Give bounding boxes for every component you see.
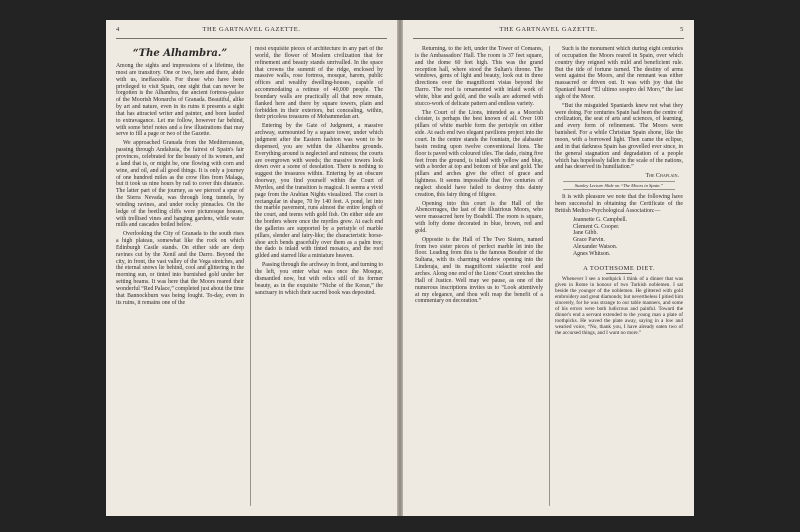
- diet-section: [555, 276, 683, 336]
- masthead: THE GARTNAVEL GAZETTE.: [499, 26, 598, 33]
- right-column-1: [415, 46, 543, 508]
- paragraph: We approached Granada from the Mediterranean, passing through Andalusia, the fairest of Spain's fair provinces, celebrated for the beauty of its women, and a land that is, or might be, one flowing with corn and wine, and oil, and all good things. It is only a journey of one hundred miles as the crow flies from Malaga, but it took us nine hours by rail to cover this distance. The latter part of the journey, as we pierced a spur of the Sierra Nevada, was through long tunnels, by winding ravines, and under rocky pinnacles. On the ledge of the beetling cliffs were picturesque houses, with trellised vines and hanging gardens, while water mills and cascades boiled below.: [116, 140, 244, 229]
- right-column-2: [555, 46, 683, 508]
- masthead: THE GARTNAVEL GAZETTE.: [202, 26, 301, 33]
- lecture-note: Stanley Lecture Slide on “The Moors in Spain.”: [563, 181, 675, 190]
- right-page: [403, 20, 694, 516]
- paragraph: Passing through the archway in front, and turning to the left, you enter what was once the Mosque, dismantled now, but with relics still of its former beauty, as in the exquisite “Niche of the Koran,” the sanctuary in which their sacred book was deposited.: [255, 262, 383, 296]
- running-head: [116, 26, 387, 39]
- left-column-2: [255, 46, 383, 508]
- name-item: Agnes Whitson.: [573, 250, 611, 257]
- left-column-1: [116, 46, 244, 508]
- paragraph: Opposite is the Hall of The Two Sisters, named from two sister pieces of perfect marble let into the floor. Leading from this is the famous Boudoir of the Sultana, with its charming window opening into the Linderaja, and its magnificent stalactite roof and arches. Along one end of the Lions' Court stretches the Hall of Justice. Well may we pause, as one of the numerous inscriptions invites us to “Look attentively at my elegance, and thou wilt reap the benefit of a commentary on decoration.”: [415, 236, 543, 305]
- name-item: Jeannette G. Campbell.: [573, 216, 628, 223]
- paragraph: Among the sights and impressions of a lifetime, the most are transitory. One or two, here and there, abide with us, ineffaceable. For those who have been privileged to visit Spain, one sight that can never be forgotten is the Alhambra, the ancient fortress-palace of the Moorish Monarchs of Granada. Beautiful, alike by art and nature, even in its ruins it presents a sight that has attracted writer and painter, and been lauded to extravagance. Let me follow, however far behind, with some brief notes and a few illustrations that may serve to fill a page or two of the Gazette.: [116, 63, 244, 138]
- certificate-names: [573, 217, 683, 258]
- left-page: [106, 20, 397, 516]
- column-rule: [549, 46, 550, 506]
- section-rule: [606, 273, 632, 274]
- name-item: Grace Parvin.: [573, 237, 605, 244]
- page-number: 5: [680, 26, 684, 33]
- paragraph: Overlooking the City of Granada to the south rises a high plateau, somewhat like the rock on which Edinburgh Castle stands. On either side are deep ravines cut by the Xenil and the Darro. Beyond the city, in front, the vast valley of the Vega stretches, and the eternal snows lie behind, cool and glittering in the morning sun, or tinted into burnished gold under her setting beams. It was here that the Moors reared their wonderful “Red Palace,” completed just about the time that Bannockburn was being fought. To-day, even in its ruins, it remains one of the: [116, 231, 244, 306]
- column-rule: [250, 46, 251, 506]
- running-head: [413, 26, 684, 39]
- section-title: A TOOTHSOME DIET.: [583, 264, 655, 272]
- paragraph: “But the misguided Spaniards knew not what they were doing. For centuries Spain had been the centre of civilization, the seat of arts and sciences, of learning, and every form of refinement. The Moors were banished. For a while Christian Spain shone, like the moon, with a borrowed light. Then came the eclipse, and in that darkness Spain has grovelled ever since, in the general stagnation and degradation of a people which has hopelessly fallen in the scale of the nations, and has deserved its humiliation.”: [555, 102, 683, 171]
- name-item: Jane Gibb.: [573, 230, 598, 237]
- paragraph: Entering by the Gate of Judgment, a massive archway, surmounted by a square tower, under which judgment after the Eastern fashion was wont to be dispensed, you are within the Alhambra grounds. Everything around is neglected and ruinous; the courts are overgrown with weeds; the massive towers look down over a scene of desolation. There is nothing to suggest the treasures within. Entering by an obscure doorway, you find yourself within the Court of Myrtles, and the transition is magical. It seems a vivid page from the Arabian Nights visualized. The court is rectangular in shape, 70 by 140 feet. A pond, let into the marble pavement, runs almost the entire length of the court, and teems with gold fish. On either side are the borders where once the myrtles grew. At each end the galleries are supported by a peristyle of marble pillars, slender and fairy-like; the characteristic horse-shoe arch bends gracefully over them as a palm tree; the dado is inlaid with tinted mosaics, and the roof gilded and starred like a miniature heaven.: [255, 123, 383, 260]
- name-item: Alexander Watson.: [573, 244, 618, 251]
- paragraph: The Court of the Lions, intended as a Moorish cloister, is perhaps the best known of all. Over 100 pillars of white marble form the peristyle on either side. At each end two elegant pavilions project into the court. In the centre stands the fountain, the alabaster basin resting upon twelve conventional lions. The floor is paved with coloured tiles. The dado, rising five feet from the ground, is inlaid with yellow and blue, with a border at top and bottom of blue and gold. The pillars and arches give the effect of grace and lightness. It seems impossible that five centuries of neglect should have failed to destroy this dainty creation, this fairy thing of filigree.: [415, 109, 543, 198]
- article-title: “The Alhambra.”: [132, 48, 228, 59]
- paragraph: Such is the monument which during eight centuries of occupation the Moors reared in Spain, over which country they reigned with mild and beneficient rule. But the tide of fortune turned. The destiny of arms went against the Moors, and the remnant was either massacred or driven out. It was with joy that the Spaniard heard “El ultimo sospiro del Moro,” the last sigh of the Moor.: [555, 46, 683, 100]
- paragraph: Opening into this court is the Hall of the Abencerrages, the last of the illustrious Moors, who were massacred here by Boabdil. The room is square, with lofty dome decorated in blue, brown, red and gold.: [415, 200, 543, 234]
- paragraph: Whenever I see a toothpick I think of a dinner that was given in Rome in honour of two Turkish noblemen. I sat beside the younger of the noblemen. He glittered with gold embroidery and great diamonds; but nevertheless I pitied him sincerely, for he was strange to our table manners, and some of his errors were both ludicrous and painful. Toward the dinner's end a servant extended to the young man a plate of toothpicks. He waved the plate away, saying in a low and wearied voice, “No, thank you, I have already eaten two of the accursed things, and I want no more.”: [555, 275, 683, 337]
- name-item: Clement G. Cooper.: [573, 223, 620, 230]
- paragraph: It is with pleasure we note that the following have been successful in obtaining the Certificate of the British Medico-Psychological Association:—: [555, 194, 683, 214]
- page-number: 4: [116, 26, 120, 33]
- paragraph: Returning, to the left, under the Tower of Comares, is the Ambassadors' Hall. The room is 37 feet square, and the dome 60 feet high. This was the grand reception hall, where stood the Sultan's throne. The windows, gems of light and beauty, look out in three directions over the magnificent vistas beyond the Darro. The roof is ornamented with inlaid work of white, blue and gold, and the walls are adorned with stucco-work of delicate pattern and endless variety.: [415, 46, 543, 107]
- signature: The Chaplain.: [645, 173, 679, 180]
- paragraph: most exquisite pieces of architecture in any part of the world, the flower of Moslem civilization that for refinement and beauty stands unrivalled. In the space that crowns the summit of the ridge, enclosed by massive walls, rose fortress, mosque, harem, public offices and wealthy dwelling-houses, capable of accommodating a retinue of 40,000 people. The boundary walls are practically all that now remain, flanked here and there by square towers, plain and forbidden in their exteriors, but concealing, within, their priceless treasures of Mohammedan art.: [255, 46, 383, 121]
